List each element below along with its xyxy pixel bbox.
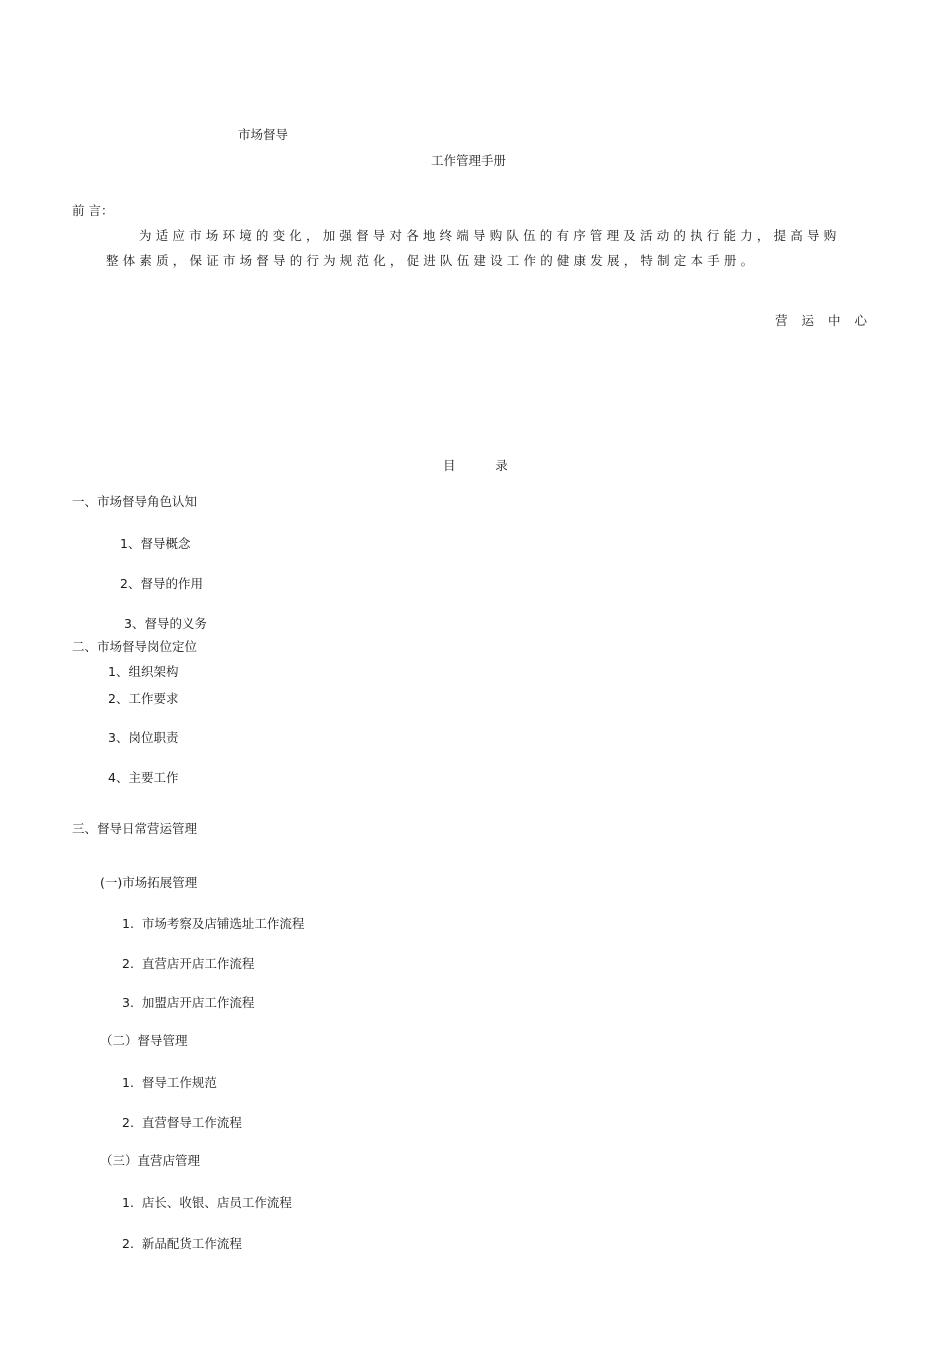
preface-signature: 营 运 中 心 [775,313,872,328]
preface-label: 前 言： [72,203,114,218]
toc-subsection-1-title: (一)市场拓展管理 [100,875,198,890]
toc-item: 2、督导的作用 [120,576,203,591]
toc-item: 2. 新品配货工作流程 [122,1236,242,1251]
toc-item: 4、主要工作 [108,770,179,785]
toc-item: 2. 直营督导工作流程 [122,1115,242,1130]
toc-section-2-title: 二、市场督导岗位定位 [72,639,198,654]
toc-item: 1. 督导工作规范 [122,1075,217,1090]
title-line-1: 市场督导 [238,127,289,142]
toc-item: 1、组织架构 [108,664,179,679]
toc-subsection-2-title: （二）督导管理 [100,1033,188,1048]
toc-heading: 目 录 [443,458,508,473]
toc-item: 3. 加盟店开店工作流程 [122,995,255,1010]
toc-item: 1. 店长、收银、店员工作流程 [122,1195,292,1210]
toc-item: 3、岗位职责 [108,730,179,745]
preface-line-1: 为适应市场环境的变化，加强督导对各地终端导购队伍的有序管理及活动的执行能力，提高导购 [139,228,841,243]
preface-line-2: 整体素质，保证市场督导的行为规范化，促进队伍建设工作的健康发展，特制定本手册。 [106,253,758,268]
toc-item: 1. 市场考察及店铺选址工作流程 [122,916,305,931]
toc-item: 3、督导的义务 [124,616,207,631]
title-line-2: 工作管理手册 [431,153,507,168]
toc-item: 2. 直营店开店工作流程 [122,956,255,971]
toc-section-1-title: 一、市场督导角色认知 [72,494,198,509]
toc-subsection-3-title: （三）直营店管理 [100,1153,201,1168]
toc-item: 1、督导概念 [120,536,191,551]
toc-item: 2、工作要求 [108,691,179,706]
toc-section-3-title: 三、督导日常营运管理 [72,821,198,836]
